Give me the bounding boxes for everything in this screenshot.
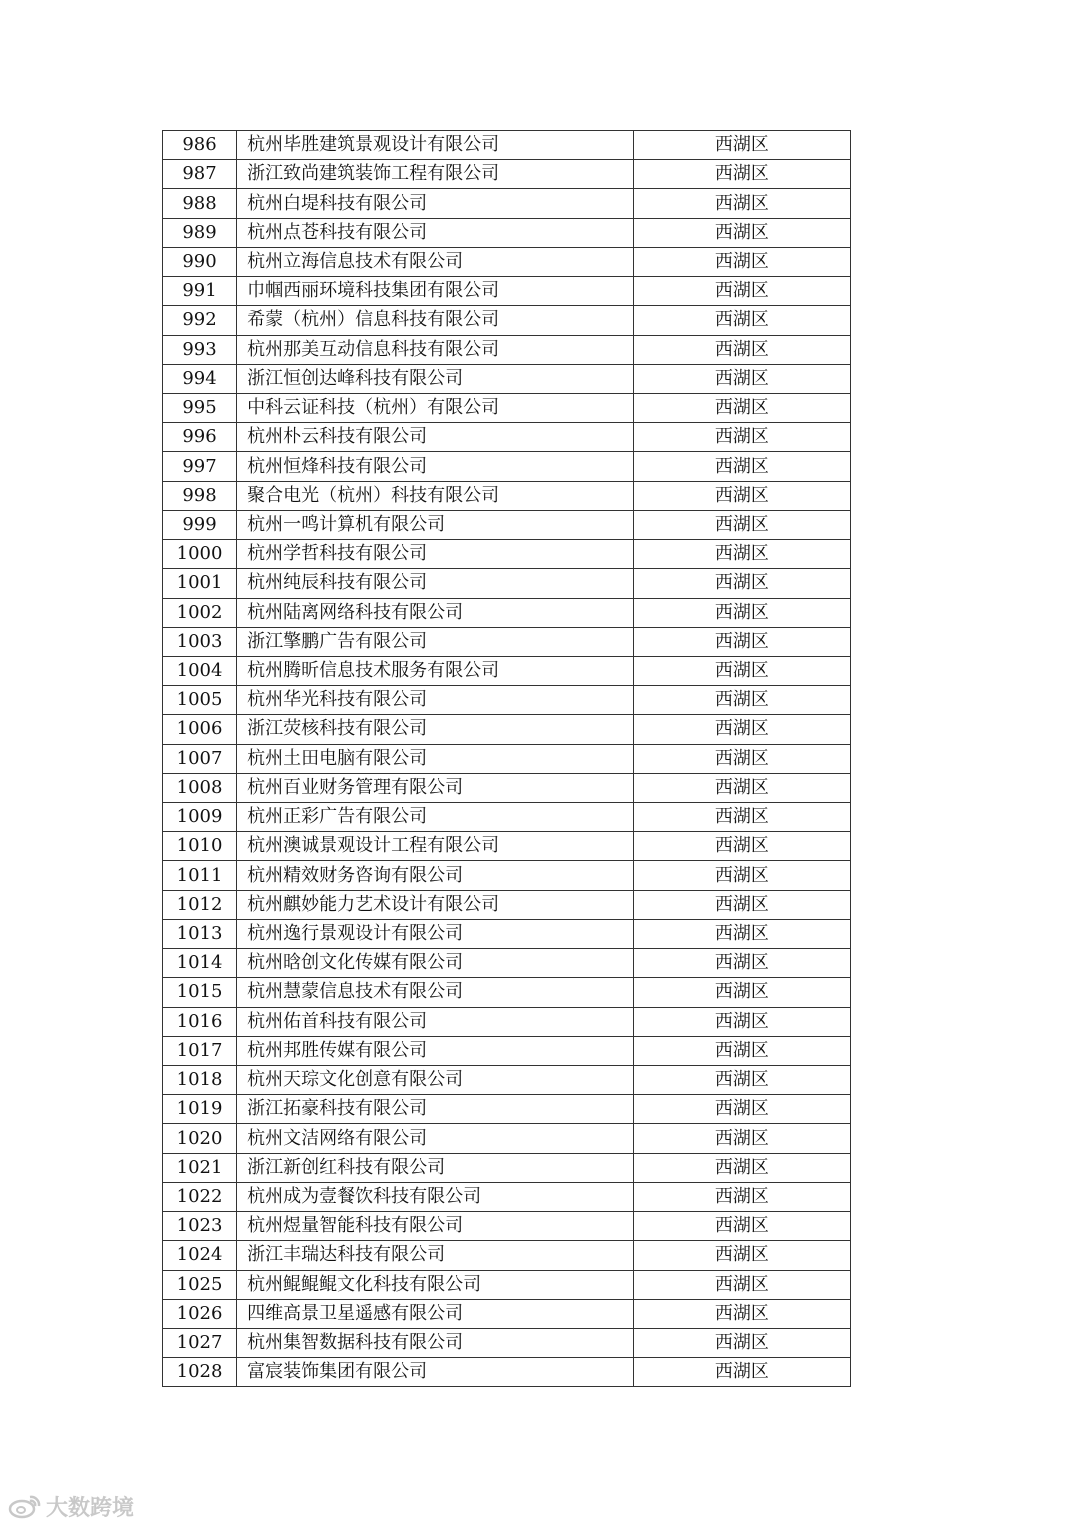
row-number: 1022 [163, 1182, 237, 1211]
row-number: 987 [163, 160, 237, 189]
company-name: 四维高景卫星遥感有限公司 [237, 1299, 634, 1328]
company-name: 杭州煜量智能科技有限公司 [237, 1212, 634, 1241]
district: 西湖区 [633, 832, 850, 861]
table-row [163, 1270, 851, 1299]
table-row [163, 978, 851, 1007]
table-row [163, 1212, 851, 1241]
company-name: 杭州学哲科技有限公司 [237, 540, 634, 569]
company-name: 杭州华光科技有限公司 [237, 686, 634, 715]
company-name: 巾帼西丽环境科技集团有限公司 [237, 277, 634, 306]
company-name: 杭州天琮文化创意有限公司 [237, 1066, 634, 1095]
table-row [163, 218, 851, 247]
row-number: 998 [163, 481, 237, 510]
district: 西湖区 [633, 1066, 850, 1095]
row-number: 999 [163, 510, 237, 539]
table-row [163, 540, 851, 569]
table-row [163, 277, 851, 306]
district: 西湖区 [633, 189, 850, 218]
table-row [163, 1095, 851, 1124]
district: 西湖区 [633, 1328, 850, 1357]
company-name: 中科云证科技（杭州）有限公司 [237, 393, 634, 422]
row-number: 1003 [163, 627, 237, 656]
row-number: 1025 [163, 1270, 237, 1299]
company-name: 杭州百业财务管理有限公司 [237, 773, 634, 802]
row-number: 1009 [163, 803, 237, 832]
row-number: 990 [163, 247, 237, 276]
company-name: 杭州晗创文化传媒有限公司 [237, 949, 634, 978]
table-row [163, 861, 851, 890]
table-row [163, 160, 851, 189]
table-row [163, 598, 851, 627]
company-name: 杭州白堤科技有限公司 [237, 189, 634, 218]
row-number: 1023 [163, 1212, 237, 1241]
company-name: 杭州逸行景观设计有限公司 [237, 919, 634, 948]
district: 西湖区 [633, 919, 850, 948]
district: 西湖区 [633, 160, 850, 189]
table-row [163, 832, 851, 861]
table-row [163, 919, 851, 948]
row-number: 1001 [163, 569, 237, 598]
table-row [163, 452, 851, 481]
district: 西湖区 [633, 1124, 850, 1153]
row-number: 1005 [163, 686, 237, 715]
row-number: 995 [163, 393, 237, 422]
row-number: 1004 [163, 656, 237, 685]
company-name: 杭州毕胜建筑景观设计有限公司 [237, 131, 634, 160]
row-number: 1018 [163, 1066, 237, 1095]
company-name: 杭州佑首科技有限公司 [237, 1007, 634, 1036]
district: 西湖区 [633, 1270, 850, 1299]
company-name: 杭州精效财务咨询有限公司 [237, 861, 634, 890]
row-number: 994 [163, 364, 237, 393]
district: 西湖区 [633, 569, 850, 598]
company-name: 浙江荧核科技有限公司 [237, 715, 634, 744]
row-number: 989 [163, 218, 237, 247]
district: 西湖区 [633, 1036, 850, 1065]
company-name: 浙江新创红科技有限公司 [237, 1153, 634, 1182]
company-name: 杭州麒妙能力艺术设计有限公司 [237, 890, 634, 919]
company-name: 富宸装饰集团有限公司 [237, 1358, 634, 1387]
row-number: 1014 [163, 949, 237, 978]
district: 西湖区 [633, 131, 850, 160]
district: 西湖区 [633, 656, 850, 685]
company-list-table [162, 130, 851, 1387]
table-row [163, 481, 851, 510]
company-name: 杭州恒烽科技有限公司 [237, 452, 634, 481]
row-number: 1007 [163, 744, 237, 773]
row-number: 1019 [163, 1095, 237, 1124]
table-row [163, 335, 851, 364]
district: 西湖区 [633, 452, 850, 481]
table-row [163, 1328, 851, 1357]
row-number: 1006 [163, 715, 237, 744]
company-name: 聚合电光（杭州）科技有限公司 [237, 481, 634, 510]
company-name: 杭州文洁网络有限公司 [237, 1124, 634, 1153]
district: 西湖区 [633, 393, 850, 422]
company-name: 杭州腾昕信息技术服务有限公司 [237, 656, 634, 685]
company-name: 浙江恒创达峰科技有限公司 [237, 364, 634, 393]
row-number: 991 [163, 277, 237, 306]
row-number: 1012 [163, 890, 237, 919]
district: 西湖区 [633, 861, 850, 890]
table-row [163, 364, 851, 393]
table-row [163, 1299, 851, 1328]
district: 西湖区 [633, 1153, 850, 1182]
company-name: 杭州鲲鲲鲲文化科技有限公司 [237, 1270, 634, 1299]
district: 西湖区 [633, 803, 850, 832]
company-name: 杭州陆离网络科技有限公司 [237, 598, 634, 627]
company-name: 杭州点苍科技有限公司 [237, 218, 634, 247]
company-name: 浙江拓豪科技有限公司 [237, 1095, 634, 1124]
table-row [163, 686, 851, 715]
row-number: 986 [163, 131, 237, 160]
company-name: 杭州一鸣计算机有限公司 [237, 510, 634, 539]
table-row [163, 1066, 851, 1095]
table-row [163, 510, 851, 539]
district: 西湖区 [633, 598, 850, 627]
row-number: 1013 [163, 919, 237, 948]
company-name: 杭州集智数据科技有限公司 [237, 1328, 634, 1357]
district: 西湖区 [633, 715, 850, 744]
row-number: 996 [163, 423, 237, 452]
table-row [163, 949, 851, 978]
table-row [163, 1358, 851, 1387]
company-name: 浙江丰瑞达科技有限公司 [237, 1241, 634, 1270]
table-row [163, 803, 851, 832]
company-name: 杭州正彩广告有限公司 [237, 803, 634, 832]
district: 西湖区 [633, 335, 850, 364]
table-row [163, 1182, 851, 1211]
row-number: 1026 [163, 1299, 237, 1328]
company-name: 杭州朴云科技有限公司 [237, 423, 634, 452]
watermark-text: 大数跨境 [46, 1495, 135, 1521]
table-row [163, 393, 851, 422]
district: 西湖区 [633, 744, 850, 773]
watermark [8, 1491, 134, 1521]
company-name: 杭州土田电脑有限公司 [237, 744, 634, 773]
district: 西湖区 [633, 890, 850, 919]
district: 西湖区 [633, 218, 850, 247]
district: 西湖区 [633, 540, 850, 569]
table-row [163, 773, 851, 802]
district: 西湖区 [633, 949, 850, 978]
district: 西湖区 [633, 686, 850, 715]
table-row [163, 306, 851, 335]
company-name: 杭州那美互动信息科技有限公司 [237, 335, 634, 364]
company-name: 浙江擎鹏广告有限公司 [237, 627, 634, 656]
district: 西湖区 [633, 423, 850, 452]
company-name: 希蒙（杭州）信息科技有限公司 [237, 306, 634, 335]
district: 西湖区 [633, 773, 850, 802]
company-name: 杭州澳诚景观设计工程有限公司 [237, 832, 634, 861]
row-number: 1002 [163, 598, 237, 627]
district: 西湖区 [633, 978, 850, 1007]
district: 西湖区 [633, 277, 850, 306]
company-name: 浙江致尚建筑装饰工程有限公司 [237, 160, 634, 189]
table-row [163, 1153, 851, 1182]
row-number: 992 [163, 306, 237, 335]
district: 西湖区 [633, 1007, 850, 1036]
row-number: 988 [163, 189, 237, 218]
weibo-logo-icon [8, 1493, 42, 1519]
row-number: 1028 [163, 1358, 237, 1387]
row-number: 1015 [163, 978, 237, 1007]
row-number: 1010 [163, 832, 237, 861]
company-name: 杭州邦胜传媒有限公司 [237, 1036, 634, 1065]
table-row [163, 1124, 851, 1153]
row-number: 1008 [163, 773, 237, 802]
company-name: 杭州成为壹餐饮科技有限公司 [237, 1182, 634, 1211]
district: 西湖区 [633, 627, 850, 656]
row-number: 997 [163, 452, 237, 481]
table-row [163, 1241, 851, 1270]
row-number: 1024 [163, 1241, 237, 1270]
district: 西湖区 [633, 247, 850, 276]
district: 西湖区 [633, 1095, 850, 1124]
district: 西湖区 [633, 1299, 850, 1328]
district: 西湖区 [633, 1212, 850, 1241]
row-number: 1020 [163, 1124, 237, 1153]
table-row [163, 1007, 851, 1036]
table-row [163, 423, 851, 452]
table-body [163, 131, 851, 1387]
table-row [163, 1036, 851, 1065]
company-name: 杭州慧蒙信息技术有限公司 [237, 978, 634, 1007]
row-number: 1027 [163, 1328, 237, 1357]
district: 西湖区 [633, 1358, 850, 1387]
row-number: 1021 [163, 1153, 237, 1182]
row-number: 993 [163, 335, 237, 364]
table-row [163, 715, 851, 744]
table-row [163, 247, 851, 276]
district: 西湖区 [633, 510, 850, 539]
district: 西湖区 [633, 364, 850, 393]
row-number: 1011 [163, 861, 237, 890]
table-row [163, 890, 851, 919]
table-row [163, 627, 851, 656]
table-row [163, 569, 851, 598]
table-row [163, 189, 851, 218]
district: 西湖区 [633, 1241, 850, 1270]
table-row [163, 131, 851, 160]
row-number: 1016 [163, 1007, 237, 1036]
table-row [163, 744, 851, 773]
district: 西湖区 [633, 481, 850, 510]
district: 西湖区 [633, 306, 850, 335]
district: 西湖区 [633, 1182, 850, 1211]
row-number: 1017 [163, 1036, 237, 1065]
company-name: 杭州立海信息技术有限公司 [237, 247, 634, 276]
company-name: 杭州纯辰科技有限公司 [237, 569, 634, 598]
table-row [163, 656, 851, 685]
row-number: 1000 [163, 540, 237, 569]
